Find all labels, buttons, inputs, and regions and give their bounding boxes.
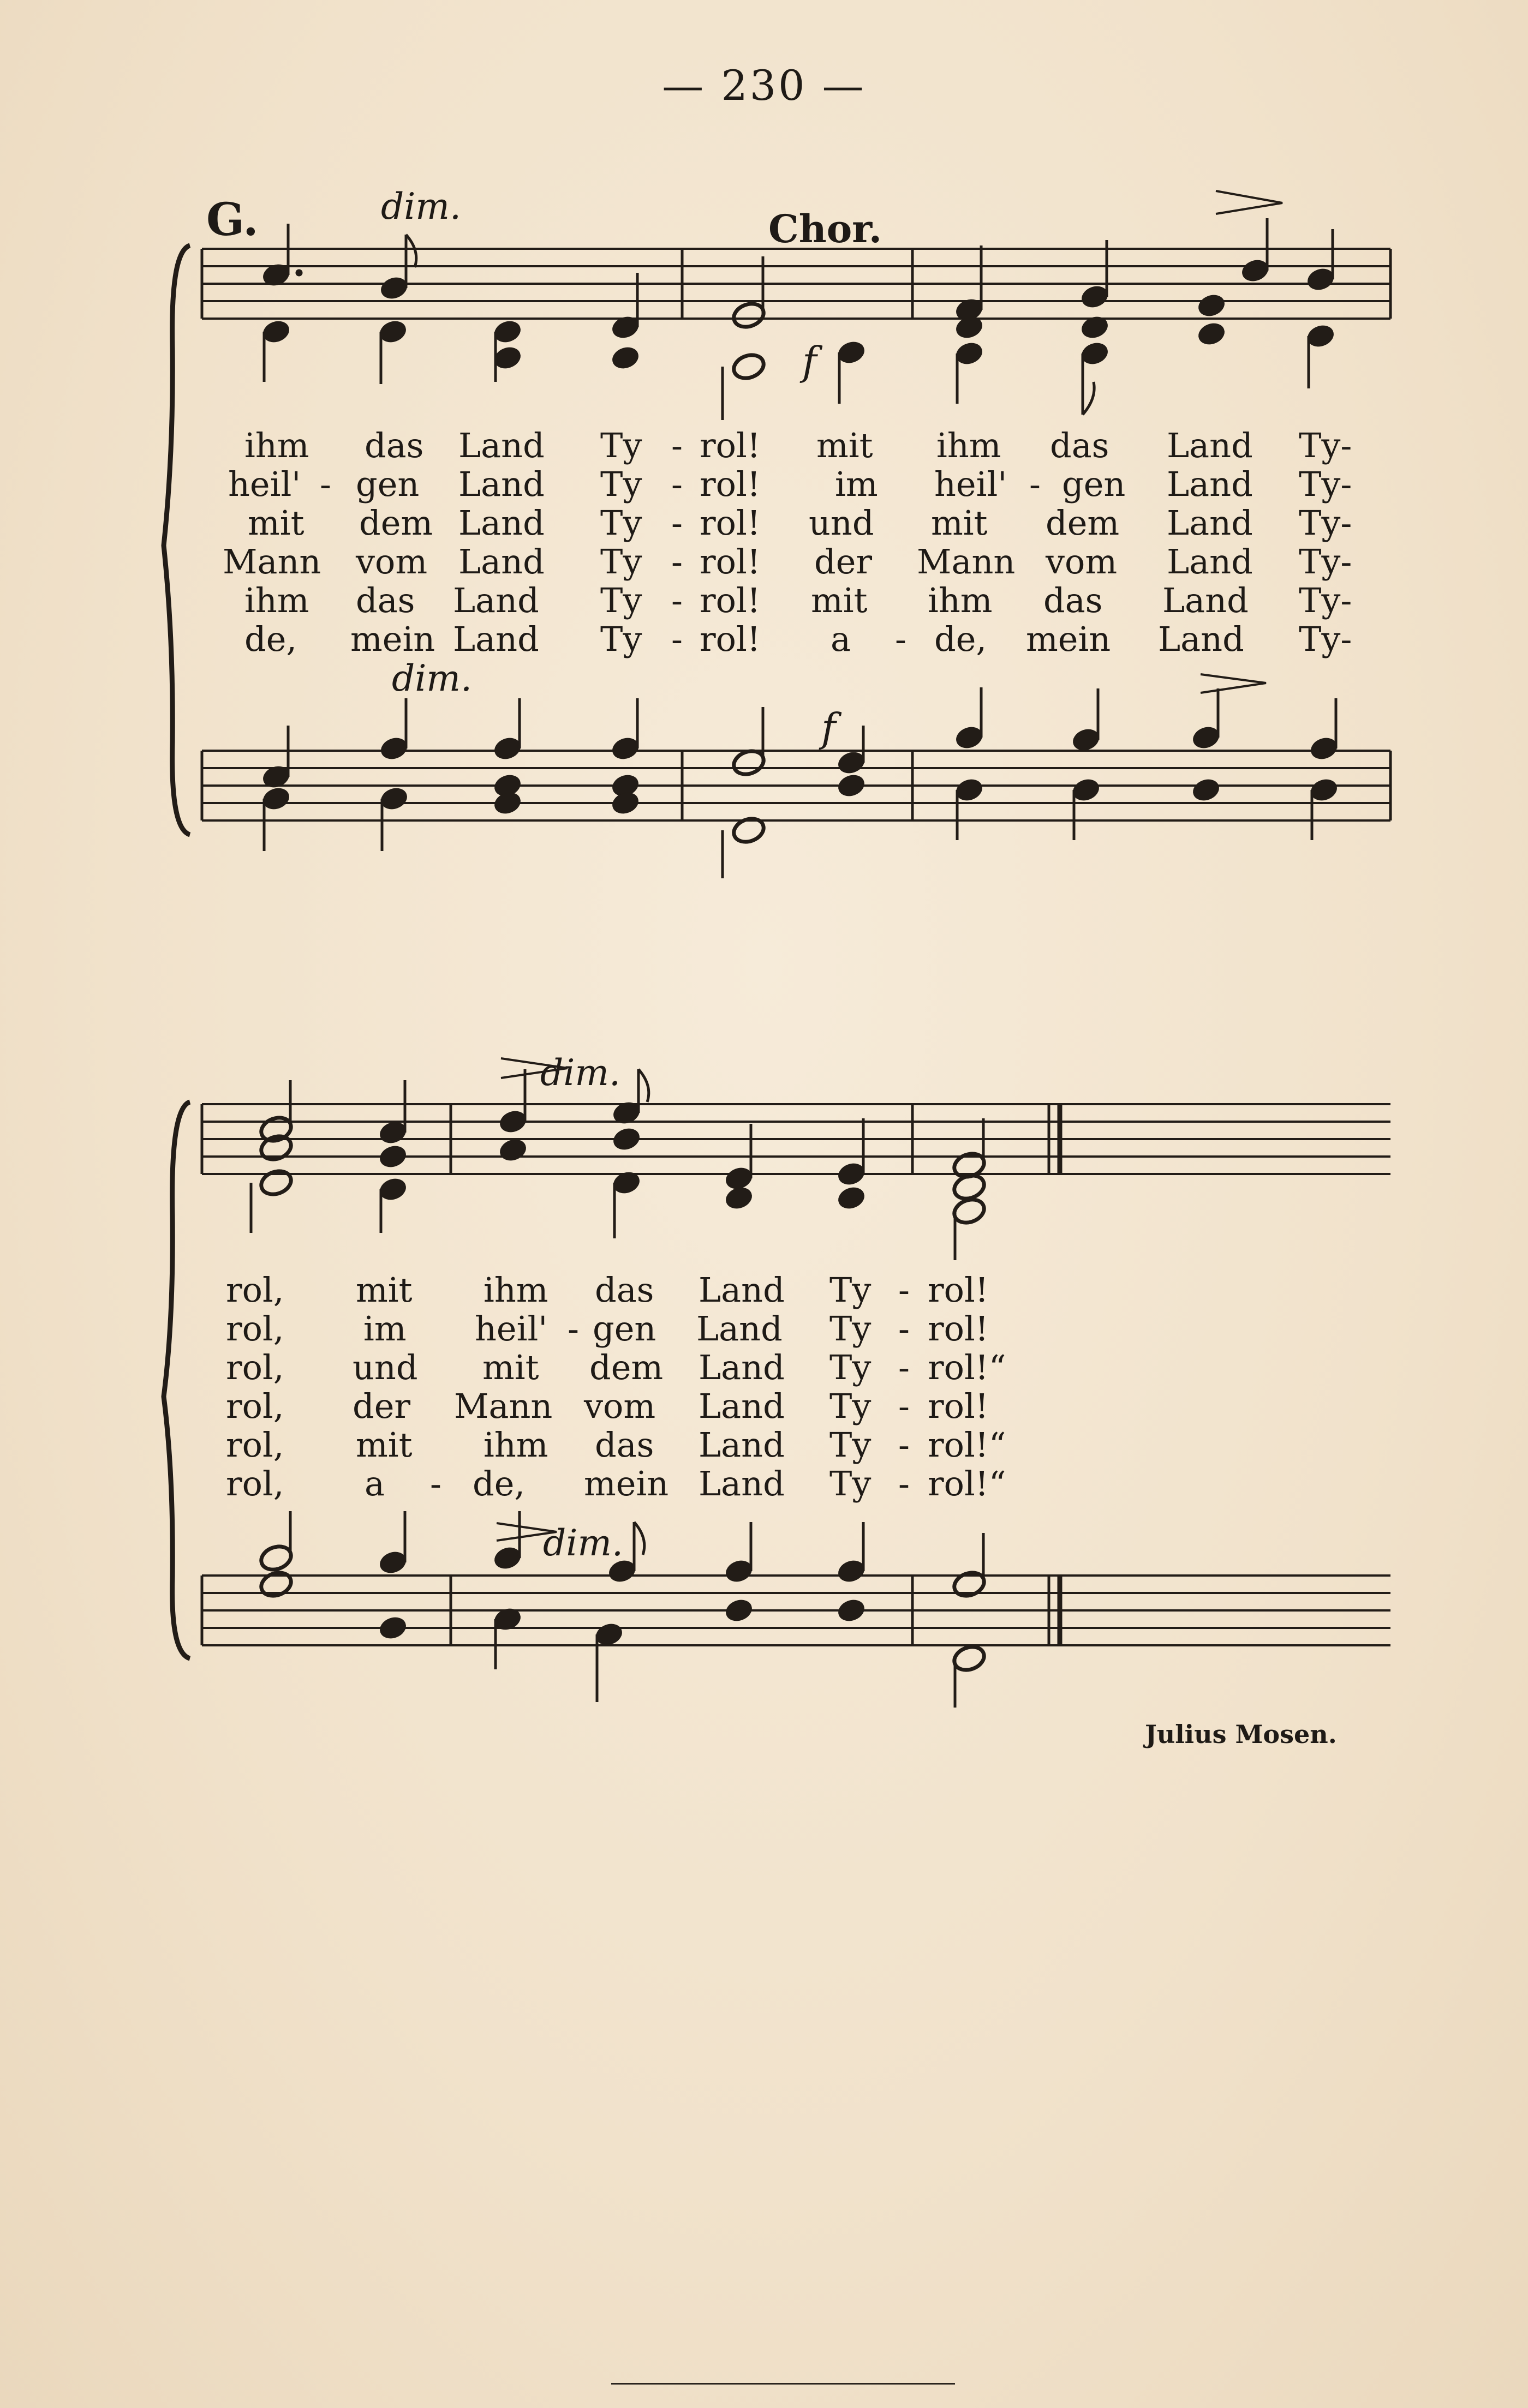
lyric-syllable: - — [671, 464, 683, 504]
lyric-syllable: das — [1050, 426, 1109, 465]
lyric-syllable: ihm — [484, 1425, 548, 1465]
lyric-syllable: mein — [584, 1464, 669, 1503]
lyric-syllable: - — [898, 1464, 910, 1503]
lyric-syllable: rol, — [226, 1464, 284, 1503]
lyric-syllable: rol, — [226, 1425, 284, 1465]
lyric-syllable: - — [671, 426, 683, 465]
lyric-syllable: Land — [699, 1347, 785, 1387]
lyric-syllable: Land — [699, 1270, 785, 1310]
lyric-syllable: rol, — [226, 1347, 284, 1387]
lyric-syllable: ihm — [244, 426, 309, 465]
lyric-syllable: mit — [248, 503, 305, 543]
dim-marking-upper-2: dim. — [540, 1052, 620, 1094]
system2-lyric-verse-1 — [218, 1270, 1397, 1309]
lyric-syllable: Land — [453, 580, 539, 620]
system2-brace — [164, 1102, 190, 1658]
lyric-syllable: rol! — [928, 1309, 989, 1349]
lyric-syllable: Land — [1167, 542, 1253, 582]
lyric-syllable: - — [671, 503, 683, 543]
lyric-syllable: Land — [699, 1464, 785, 1503]
lyric-syllable: Ty- — [1299, 426, 1352, 465]
lyric-syllable: mit — [356, 1270, 413, 1310]
lyric-syllable: Ty — [829, 1425, 872, 1465]
lyric-syllable: ihm — [928, 580, 993, 620]
lyric-syllable: heil' — [934, 464, 1007, 504]
lyric-syllable: Ty — [600, 426, 642, 465]
lyric-syllable: rol, — [226, 1270, 284, 1310]
lyric-syllable: vom — [356, 542, 428, 582]
lyric-syllable: Land — [458, 503, 545, 543]
lyric-syllable: Land — [458, 426, 545, 465]
lyric-syllable: dem — [589, 1347, 664, 1387]
lyric-syllable: rol! — [928, 1270, 989, 1310]
lyric-syllable: vom — [1046, 542, 1118, 582]
lyric-syllable: - — [898, 1309, 910, 1349]
lyric-syllable: Land — [453, 619, 539, 659]
lyric-syllable: Mann — [454, 1386, 553, 1426]
lyric-syllable: a — [831, 619, 851, 659]
lyric-syllable: - — [671, 619, 683, 659]
lyric-syllable: dem — [359, 503, 433, 543]
lyric-syllable: - — [895, 619, 906, 659]
lyric-syllable: rol! — [700, 464, 761, 504]
lyric-syllable: - — [568, 1309, 579, 1349]
lyric-syllable: ihm — [244, 580, 309, 620]
forte-marking-upper-1: f — [802, 338, 817, 384]
lyric-syllable: vom — [584, 1386, 656, 1426]
lyric-syllable: Ty — [829, 1386, 872, 1426]
lyric-syllable: - — [898, 1347, 910, 1387]
lyric-syllable: rol! — [928, 1386, 989, 1426]
lyric-syllable: das — [595, 1270, 654, 1310]
lyric-syllable: im — [835, 464, 878, 504]
lyric-syllable: Land — [1167, 503, 1253, 543]
lyric-syllable: - — [898, 1425, 910, 1465]
lyric-syllable: mit — [931, 503, 988, 543]
lyric-syllable: und — [353, 1347, 418, 1387]
dim-marking-upper-1: dim. — [381, 185, 461, 227]
system1-lyric-verse-1 — [218, 426, 1397, 464]
lyric-syllable: Ty — [600, 619, 642, 659]
lyric-syllable: der — [353, 1386, 411, 1426]
lyric-syllable: Ty — [600, 542, 642, 582]
dim-marking-lower-2: dim. — [543, 1522, 623, 1564]
lyric-syllable: Land — [1162, 580, 1249, 620]
lyric-syllable: Ty — [829, 1464, 872, 1503]
system2-lower-staff — [202, 1576, 1390, 1645]
lyric-syllable: das — [595, 1425, 654, 1465]
forte-marking-lower-1: f — [821, 705, 836, 751]
lyric-syllable: - — [320, 464, 331, 504]
lyric-syllable: Land — [699, 1386, 785, 1426]
lyric-syllable: - — [430, 1464, 441, 1503]
lyric-syllable: heil' — [475, 1309, 548, 1349]
lyric-syllable: Land — [458, 464, 545, 504]
chor-label: Chor. — [768, 206, 882, 251]
system2-lyric-verse-5 — [218, 1425, 1397, 1464]
lyric-syllable: mit — [811, 580, 868, 620]
lyric-syllable: das — [356, 580, 415, 620]
lyric-syllable: Ty- — [1299, 503, 1352, 543]
system1-upper-notes — [260, 191, 1336, 420]
lyric-syllable: Ty — [600, 464, 642, 504]
lyric-syllable: Ty — [600, 580, 642, 620]
system1-brace — [164, 245, 190, 835]
lyric-syllable: - — [1029, 464, 1041, 504]
lyric-syllable: de, — [934, 619, 987, 659]
lyric-syllable: rol! — [700, 542, 761, 582]
lyric-syllable: Mann — [917, 542, 1016, 582]
lyric-syllable: Land — [1158, 619, 1244, 659]
page-number: — 230 — — [662, 61, 866, 110]
lyric-syllable: - — [898, 1270, 910, 1310]
system2-upper-notes — [251, 1058, 987, 1260]
lyric-syllable: rol! — [700, 619, 761, 659]
system1-lyric-verse-3 — [218, 503, 1397, 542]
lyric-syllable: - — [671, 580, 683, 620]
lyric-syllable: dem — [1046, 503, 1120, 543]
lyric-syllable: Ty — [829, 1309, 872, 1349]
lyric-syllable: rol! — [700, 580, 761, 620]
lyric-syllable: Ty — [829, 1270, 872, 1310]
system1-lyric-verse-6 — [218, 619, 1397, 658]
lyric-syllable: mein — [350, 619, 435, 659]
lyric-syllable: mein — [1026, 619, 1111, 659]
lyric-syllable: - — [671, 542, 683, 582]
lyric-syllable: Ty- — [1299, 580, 1352, 620]
lyric-syllable: ihm — [936, 426, 1001, 465]
system2-lyric-verse-4 — [218, 1386, 1397, 1425]
lyric-syllable: Ty- — [1299, 619, 1352, 659]
lyric-syllable: Ty — [829, 1347, 872, 1387]
lyric-syllable: heil' — [228, 464, 301, 504]
lyric-syllable: Land — [1167, 464, 1253, 504]
lyric-syllable: und — [809, 503, 874, 543]
author-attribution: Julius Mosen. — [1145, 1720, 1337, 1749]
lyric-syllable: de, — [473, 1464, 526, 1503]
lyric-syllable: das — [365, 426, 424, 465]
lyric-syllable: Land — [696, 1309, 783, 1349]
lyric-syllable: rol!“ — [928, 1464, 1006, 1503]
system1-lower-notes — [260, 674, 1339, 878]
lyric-syllable: rol! — [700, 426, 761, 465]
system2-lyric-verse-3 — [218, 1347, 1397, 1386]
system1-lyrics — [218, 426, 1397, 658]
system2-lyrics — [218, 1270, 1397, 1502]
system2-lyric-verse-6 — [218, 1464, 1397, 1502]
lyric-syllable: rol! — [700, 503, 761, 543]
system1-lyric-verse-4 — [218, 542, 1397, 580]
lyric-syllable: mit — [482, 1347, 539, 1387]
system1-lyric-verse-5 — [218, 580, 1397, 619]
lyric-syllable: de, — [244, 619, 297, 659]
lyric-syllable: im — [363, 1309, 407, 1349]
lyric-syllable: - — [898, 1386, 910, 1426]
dim-marking-lower-1: dim. — [392, 657, 472, 699]
lyric-syllable: Mann — [223, 542, 321, 582]
lyric-syllable: Land — [1167, 426, 1253, 465]
lyric-syllable: gen — [1062, 464, 1126, 504]
lyric-syllable: ihm — [484, 1270, 548, 1310]
system1-lyric-verse-2 — [218, 464, 1397, 503]
lyric-syllable: der — [814, 542, 873, 582]
lyric-syllable: mit — [356, 1425, 413, 1465]
system2-upper-staff — [202, 1104, 1390, 1174]
lyric-syllable: rol, — [226, 1386, 284, 1426]
lyric-syllable: rol!“ — [928, 1425, 1006, 1465]
lyric-syllable: rol!“ — [928, 1347, 1006, 1387]
lyric-syllable: gen — [593, 1309, 656, 1349]
lyric-syllable: Ty — [600, 503, 642, 543]
lyric-syllable: gen — [356, 464, 420, 504]
section-letter: G. — [206, 194, 259, 246]
lyric-syllable: Ty- — [1299, 542, 1352, 582]
lyric-syllable: a — [365, 1464, 385, 1503]
lyric-syllable: rol, — [226, 1309, 284, 1349]
lyric-syllable: mit — [816, 426, 873, 465]
lyric-syllable: Land — [699, 1425, 785, 1465]
system2-lyric-verse-2 — [218, 1309, 1397, 1347]
lyric-syllable: das — [1043, 580, 1103, 620]
lyric-syllable: Land — [458, 542, 545, 582]
lyric-syllable: Ty- — [1299, 464, 1352, 504]
end-rule — [611, 2383, 955, 2385]
